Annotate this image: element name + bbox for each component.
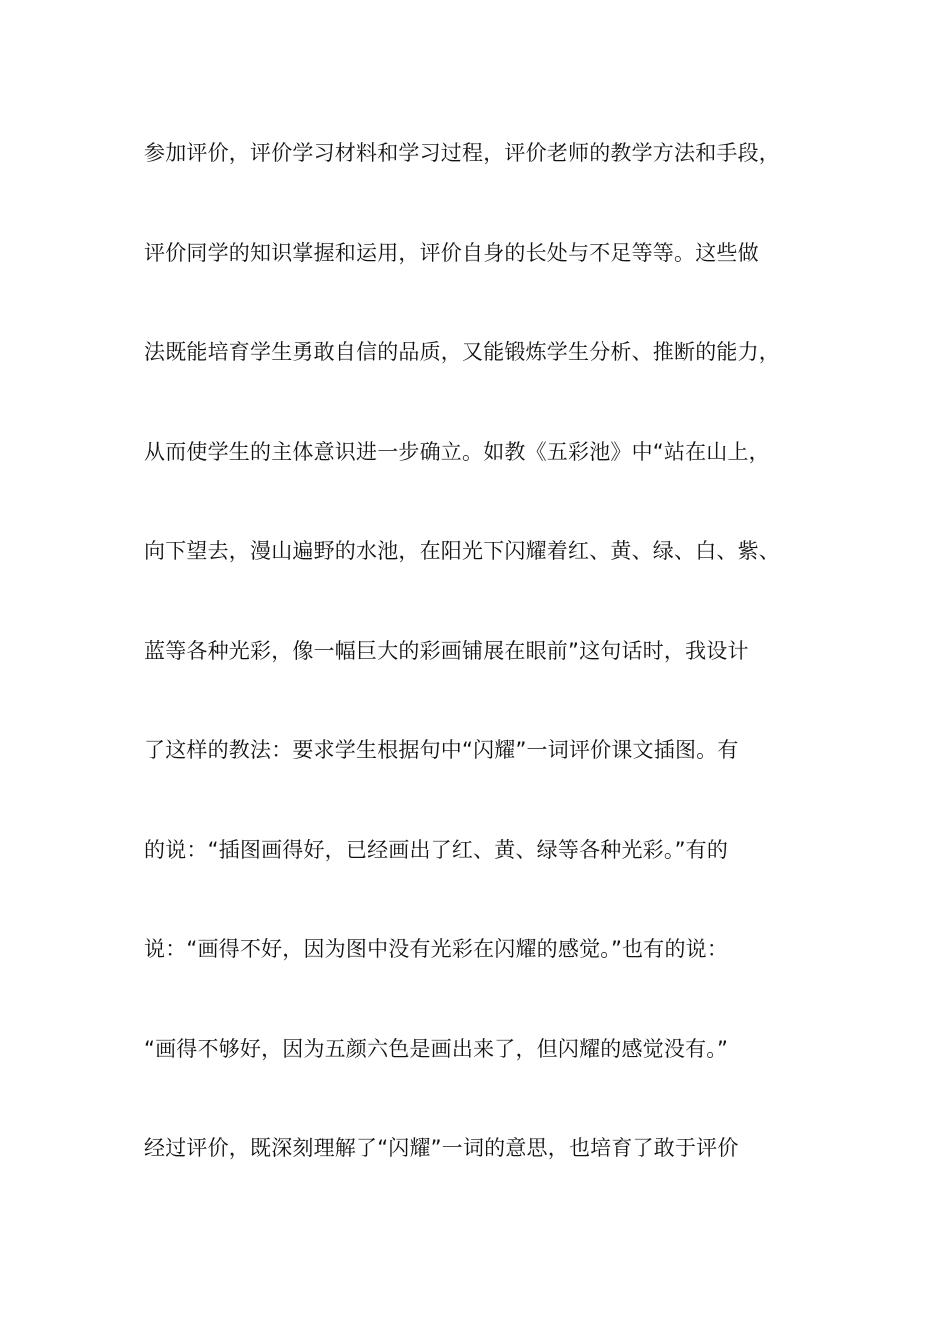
text-line: 从而使学生的主体意识进一步确立。如教《五彩池》中“站在山上， [144, 439, 770, 464]
text-line: 蓝等各种光彩，像一幅巨大的彩画铺展在眼前”这句话时，我设计 [144, 638, 749, 663]
text-line: 评价同学的知识掌握和运用，评价自身的长处与不足等等。这些做 [144, 240, 759, 265]
text-line: 说：“画得不好，因为图中没有光彩在闪耀的感觉。”也有的说： [144, 937, 729, 961]
text-line: 经过评价，既深刻理解了“闪耀”一词的意思，也培育了敢于评价 [144, 1136, 739, 1160]
text-line: 了这样的教法：要求学生根据句中“闪耀”一词评价课文插图。有 [144, 738, 739, 762]
text-line: 的说：“插图画得好，已经画出了红、黄、绿等各种光彩。”有的 [144, 837, 729, 862]
text-line: “画得不够好，因为五颜六色是画出来了，但闪耀的感觉没有。” [144, 1036, 729, 1061]
text-line: 参加评价，评价学习材料和学习过程，评价老师的教学方法和手段， [144, 141, 780, 165]
text-line: 向下望去，漫山遍野的水池，在阳光下闪耀着红、黄、绿、白、紫、 [144, 539, 780, 563]
body-text [144, 128, 834, 1223]
text-line: 法既能培育学生勇敢自信的品质，又能锻炼学生分析、推断的能力， [144, 340, 780, 364]
